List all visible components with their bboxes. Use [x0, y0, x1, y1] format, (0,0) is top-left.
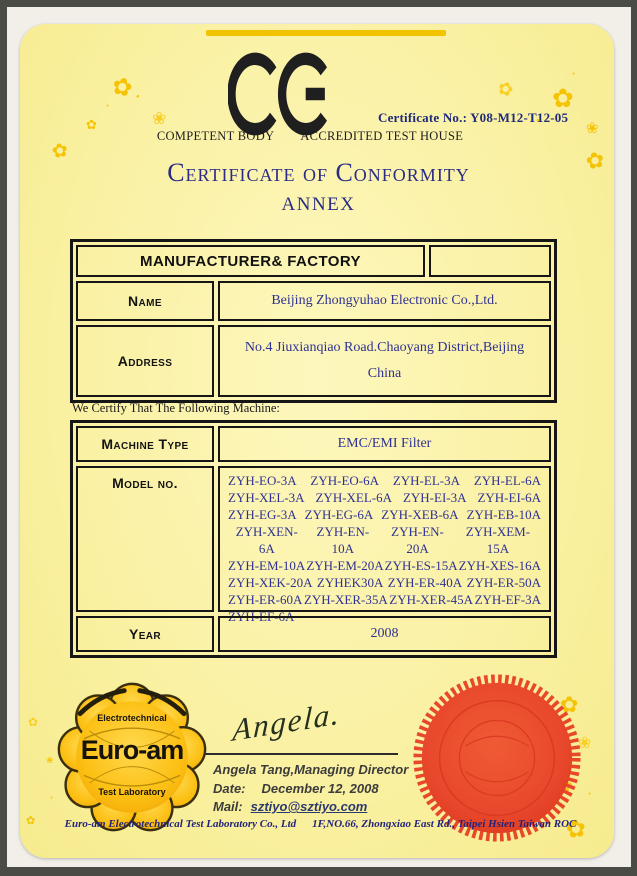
model-number: ZYH-XEM-15A — [465, 524, 531, 556]
ce-mark-logo — [228, 50, 346, 138]
model-number-row — [228, 591, 541, 608]
certificate-number-label: Certificate No.: — [378, 110, 468, 125]
handwritten-signature: Angela. — [231, 695, 342, 748]
model-number: ZYH-EI-6A — [477, 490, 541, 505]
model-number: ZYH-XER-45A — [389, 592, 474, 607]
issuer-company: Euro-am Electrotechnical Test Laboratory Co., Ltd — [64, 818, 297, 830]
model-number: ZYH-EI-3A — [402, 490, 467, 505]
model-number: ZYH-ER-50A — [466, 575, 541, 590]
machine-type-label-cell: Machine Type — [76, 426, 214, 462]
table-row — [76, 325, 551, 397]
model-number: ZYHEK30A — [316, 575, 384, 590]
date-label: Date: — [213, 781, 246, 796]
model-number: ZYH-EM-20A — [306, 558, 384, 573]
name-label-cell: Name — [76, 281, 214, 321]
model-number: ZYH-EO-3A — [228, 473, 297, 488]
model-number: ZYH-XER-35A — [303, 592, 388, 607]
certificate-number — [378, 110, 598, 126]
model-number: ZYH-EL-3A — [392, 473, 460, 488]
year-value-cell: 2008 — [218, 616, 551, 652]
signature-date-row — [213, 781, 379, 796]
model-label-cell: Model no. — [76, 466, 214, 612]
model-number: ZYH-ER-40A — [387, 575, 463, 590]
certify-statement: We Certify That The Following Machine: — [72, 401, 280, 415]
model-number: ZYH-EB-10A — [466, 507, 541, 522]
model-number: ZYH-XES-16A — [458, 558, 541, 573]
issuer-footer — [26, 818, 615, 830]
certificate-title: Certificate of Conformity — [167, 158, 470, 187]
model-number: ZYH-EG-3A — [228, 507, 297, 522]
signature-line — [204, 753, 398, 755]
date-value: December 12, 2008 — [261, 781, 379, 796]
model-number: ZYH-XEN-6A — [235, 524, 298, 556]
table-row — [76, 281, 551, 321]
manufacturer-header-cell: MANUFACTURER& FACTORY — [76, 245, 425, 277]
model-number: ZYH-EG-6A — [304, 507, 374, 522]
model-numbers-cell — [218, 466, 551, 624]
mail-label: Mail: — [213, 799, 243, 814]
signatory-name-title: Angela Tang,Managing Director — [213, 762, 409, 777]
model-number: ZYH-XEL-3A — [228, 490, 305, 505]
accreditation-line — [140, 129, 480, 144]
competent-body-text: COMPETENT BODY — [156, 129, 275, 143]
model-number: ZYH-XEL-6A — [315, 490, 393, 505]
mail-address: sztiyo@sztiyo.com — [250, 799, 368, 814]
model-number: ZYH-EO-6A — [310, 473, 380, 488]
model-number-row — [228, 557, 541, 574]
certificate-subtitle: ANNEX — [281, 194, 356, 215]
badge-top-text: Electrotechnical — [97, 713, 167, 723]
table-row — [76, 466, 551, 624]
model-number-row — [228, 472, 541, 489]
badge-bottom-text: Test Laboratory — [98, 787, 166, 797]
model-number: ZYH-ER-60A — [228, 592, 303, 607]
model-number-row — [228, 489, 541, 506]
badge-name-text: Euro-am — [80, 735, 184, 765]
model-number-row — [228, 523, 541, 557]
model-number: ZYH-EN-10A — [316, 524, 370, 556]
model-number-row — [228, 574, 541, 591]
model-number: ZYH-EN-20A — [391, 524, 444, 556]
table-row — [76, 616, 551, 652]
model-number: ZYH-EF-3A — [474, 592, 541, 607]
address-line-2: China — [367, 366, 402, 381]
manufacturer-table — [70, 239, 557, 403]
empty-header-stub-cell — [429, 245, 551, 277]
model-number-row — [228, 506, 541, 523]
address-label-cell: Address — [76, 325, 214, 397]
model-number: ZYH-EL-6A — [473, 473, 541, 488]
euro-am-badge — [55, 681, 209, 835]
signature-mail-row — [213, 799, 367, 814]
address-line-1: No.4 Jiuxianqiao Road.Chaoyang District,Beijing — [244, 340, 525, 355]
gold-divider-bar — [206, 30, 446, 36]
certificate-number-value: Y08-M12-T12-05 — [470, 110, 569, 125]
table-row — [76, 245, 551, 277]
year-label-cell: Year — [76, 616, 214, 652]
address-value-cell — [218, 325, 551, 397]
accredited-test-house-text: ACCREDITED TEST HOUSE — [300, 129, 464, 143]
table-row — [76, 426, 551, 462]
model-number: ZYH-XEK-20A — [228, 575, 313, 590]
model-number: ZYH-XEB-6A — [381, 507, 459, 522]
machine-type-value-cell: EMC/EMI Filter — [218, 426, 551, 462]
model-number: ZYH-EM-10A — [228, 558, 306, 573]
model-number: ZYH-EF-6A — [228, 609, 295, 624]
model-number: ZYH-ES-15A — [384, 558, 458, 573]
name-value-cell: Beijing Zhongyuhao Electronic Co.,Ltd. — [218, 281, 551, 321]
machine-table — [70, 420, 557, 658]
issuer-address: 1F,NO.66, Zhongxiao East Rd., Taipei Hsien Taiwan ROC — [312, 818, 577, 830]
